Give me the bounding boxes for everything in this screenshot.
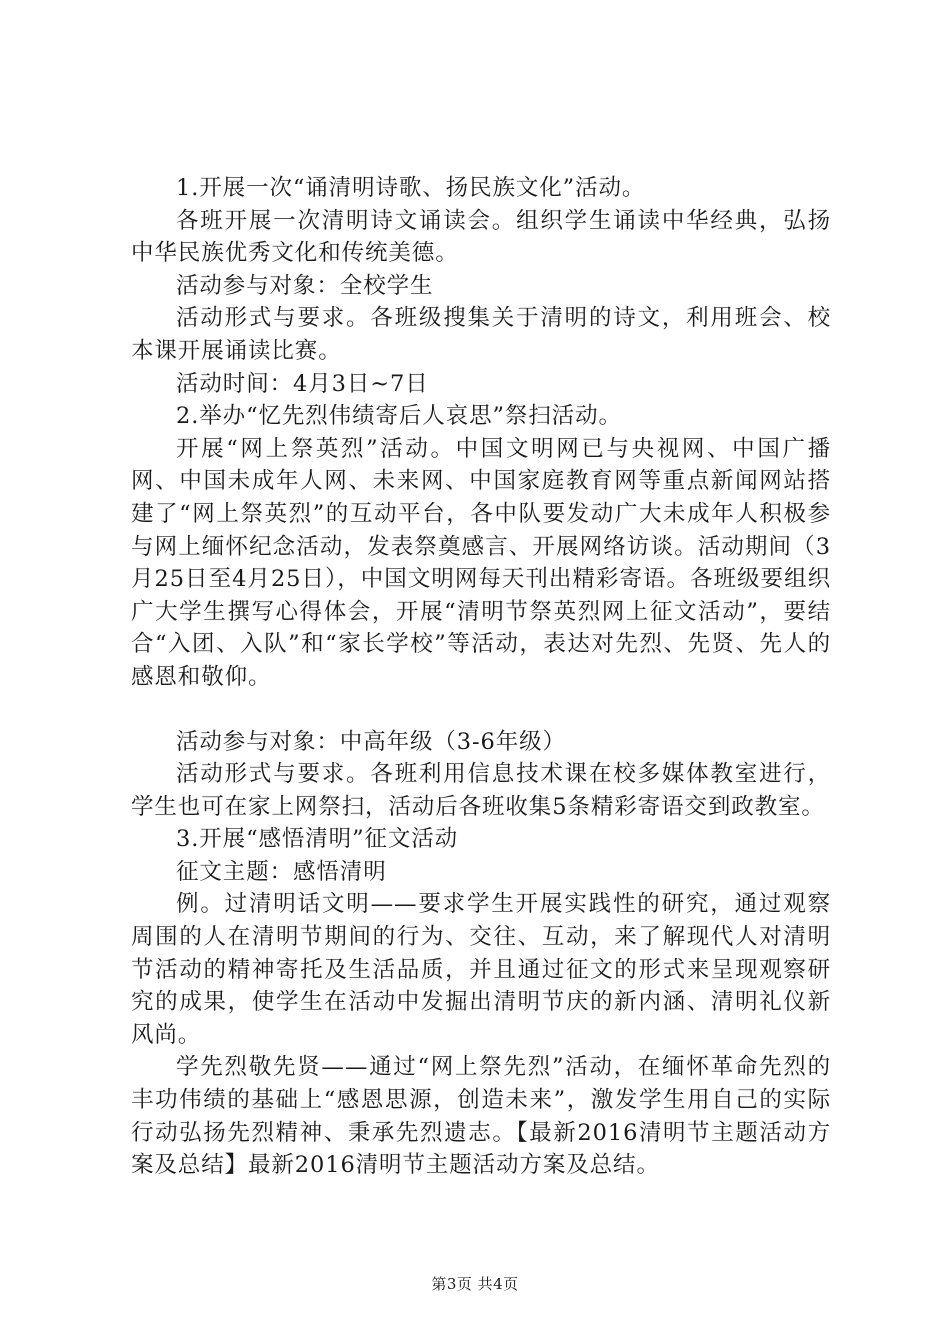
paragraph-item-9: 活动形式与要求。各班利用信息技术课在校多媒体教室进行，学生也可在家上网祭扫，活动后各班收集5条精彩寄语交到政教室。 bbox=[131, 761, 831, 820]
paragraph-item-4: 活动形式与要求。各班级搜集关于清明的诗文，利用班会、校本课开展诵读比赛。 bbox=[131, 305, 831, 364]
paragraph-item-8: 活动参与对象：中高年级（3-6年级） bbox=[176, 728, 566, 755]
paragraph-item-12: 例。过清明话文明——要求学生开展实践性的研究，通过观察周围的人在清明节期间的行为、交往、互动，来了解现代人对清明节活动的精神寄托及生活品质，并且通过征文的形式来呈现观察研究的成果，使学生在活动中发掘出清明节庆的新内涵、清明礼仪新风尚。 bbox=[131, 891, 831, 1048]
paragraph-item-13: 学先烈敬先贤——通过“网上祭先烈”活动，在缅怀革命先烈的丰功伟绩的基础上“感恩思源，创造未来”，激发学生用自己的实际行动弘扬先烈精神、秉承先烈遗志。【最新2016清明节主题活动方案及总结】最新2016清明节主题活动方案及总结。 bbox=[131, 1054, 831, 1179]
paragraph-item-2: 各班开展一次清明诗文诵读会。组织学生诵读中华经典，弘扬中华民族优秀文化和传统美德。 bbox=[131, 207, 831, 267]
page-number-footer: 第3页 共4页 bbox=[431, 1275, 519, 1293]
paragraph-item-3: 活动参与对象：全校学生 bbox=[176, 272, 434, 299]
paragraph-item-1: 1.开展一次“诵清明诗歌、扬民族文化”活动。 bbox=[176, 175, 646, 201]
paragraph-item-6: 2.举办“忆先烈伟绩寄后人哀思”祭扫活动。 bbox=[176, 403, 622, 430]
paragraph-item-5: 活动时间：4月3日~7日 bbox=[176, 370, 429, 397]
paragraph-item-10: 3.开展“感悟清明”征文活动 bbox=[176, 826, 459, 853]
paragraph-item-7: 开展“网上祭英烈”活动。中国文明网已与央视网、中国广播网、中国未成年人网、未来网、中国家庭教育网等重点新闻网站搭建了“网上祭英烈”的互动平台，各中队要发动广大未成年人积极参与网上缅怀纪念活动，发表祭奠感言、开展网络访谈。活动期间（3月25日至4月25日），中国文明网每天刊出精彩寄语。各班级要组织广大学生撰写心得体会，开展“清明节祭英烈网上征文活动”，要结合“入团、入队”和“家长学校”等活动，表达对先烈、先贤、先人的感恩和敬仰。 bbox=[131, 435, 831, 690]
document-body bbox=[131, 172, 831, 1182]
paragraph-item-11: 征文主题：感悟清明 bbox=[176, 858, 387, 885]
paragraph-spacer bbox=[131, 694, 831, 726]
